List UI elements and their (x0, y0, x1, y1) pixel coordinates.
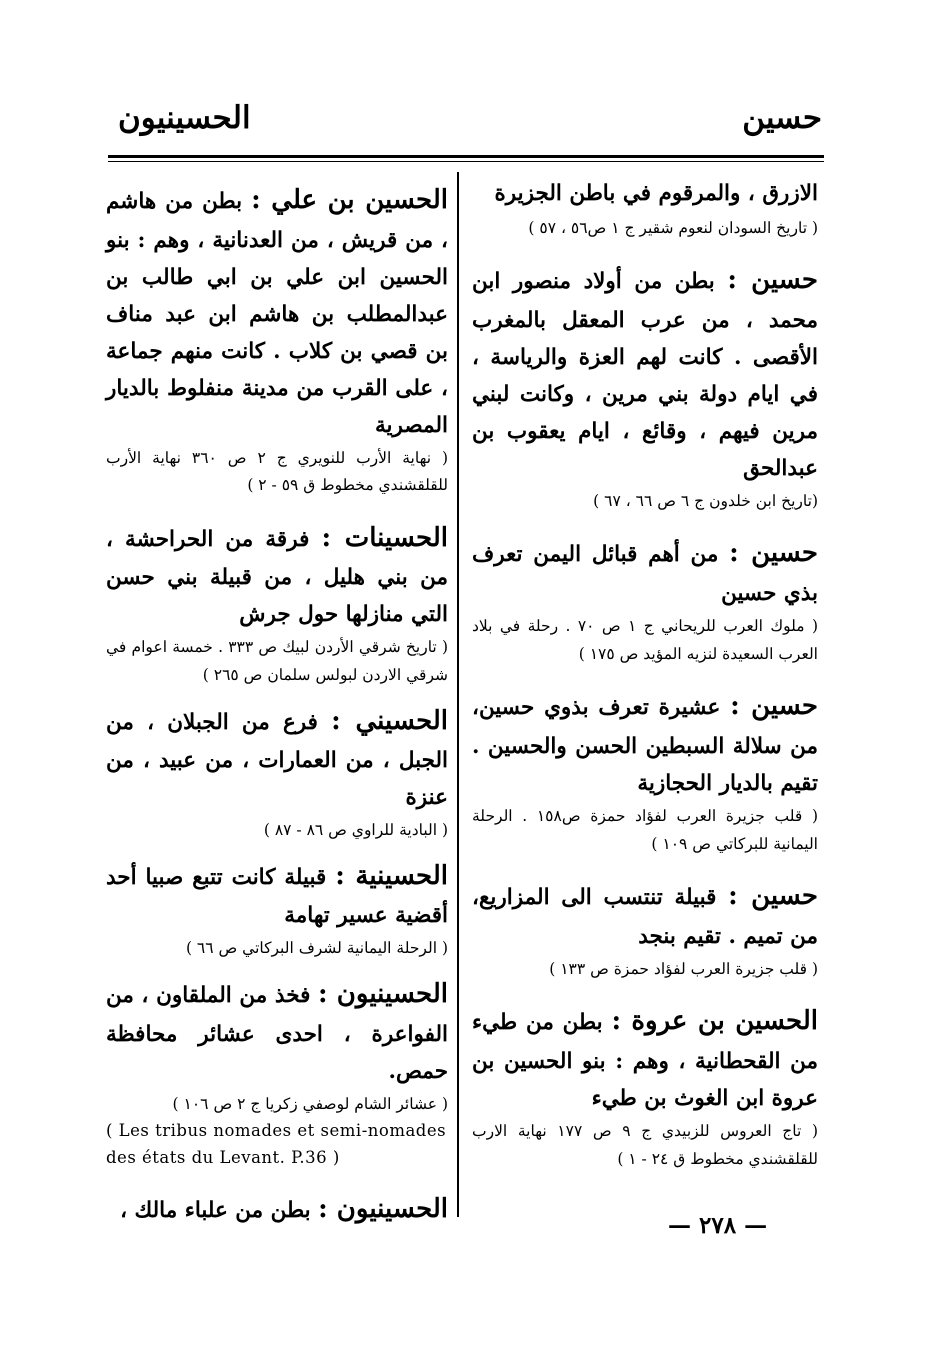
entry-headword: الحسينات : (321, 522, 448, 553)
right-column (472, 170, 818, 1173)
entry-body (472, 170, 818, 215)
entry-body (106, 178, 448, 445)
entry-source: ( عشائر الشام لوصفي زكريا ج ٢ ص ١٠٦ ) (172, 1094, 448, 1113)
running-header-left: الحسينيون (118, 100, 251, 136)
entry-source: ( الرحلة اليمانية لشرف البركاتي ص ٦٦ ) (185, 939, 448, 958)
entry-source: ( تاريخ السودان لنعوم شقير ج ١ ص٥٦ ، ٥٧ ) (528, 218, 818, 237)
entry-source: ( قلب جزيرة العرب لفؤاد حمزة ص ١٣٣ ) (549, 959, 818, 978)
entry-source-latin: ( Les tribus nomades et semi-nomades des états du Levant. P.36 ) (106, 1121, 447, 1167)
entry (106, 1187, 448, 1232)
entry-headword: الحسينية : (335, 860, 448, 891)
entry-headword: حسين : (728, 881, 818, 912)
entry-headword: حسين : (730, 691, 818, 722)
entry-body (106, 699, 448, 818)
entry (472, 258, 818, 515)
entry-source: ( ملوك العرب للريحاني ج ١ ص ٧٠ . رحلة في بلاد العرب السعيدة لنزيه المؤيد ص ١٧٥ ) (472, 617, 818, 663)
entry-text: فرع من الجبلان ، من الجبل ، من العمارات ، من عبيد ، من عنزة (106, 709, 448, 811)
entry-source: ( تاريخ شرقي الأردن لبيك ص ٣٣٣ . خمسة اعوام في شرقي الاردن لبولس سلمان ص ٢٦٥ ) (106, 638, 449, 684)
entry-body (472, 684, 818, 803)
header-rule-thin (108, 161, 824, 162)
entry (472, 874, 818, 983)
entry-body (106, 972, 448, 1091)
entry-headword: حسين : (729, 538, 818, 569)
entry-text: بطن من علباء مالك ، (120, 1198, 311, 1224)
entry (106, 178, 448, 500)
entry-body (472, 531, 818, 613)
entry (106, 854, 448, 963)
entry-body (472, 999, 818, 1118)
entry-body (106, 516, 448, 635)
page-number: — ٢٧٨ — (668, 1212, 768, 1239)
entry (106, 516, 448, 690)
entry-body (106, 854, 448, 936)
entry-text: بطن من طيء من القحطانية ، وهم : بنو الحسين بن عروة ابن الغوث بن طيء (472, 1010, 818, 1112)
entry-source: ( نهاية الأرب للنويري ج ٢ ص ٣٦٠ نهاية الأرب للقلقشندي مخطوط ق ٥٩ - ٢ ) (106, 448, 448, 495)
entry (106, 972, 448, 1171)
column-divider (457, 172, 459, 1217)
entry-text: الازرق ، والمرقوم في باطن الجزيرة (494, 181, 818, 206)
entry-headword: الحسيني : (331, 705, 448, 736)
entry-text: قبيلة كانت تتبع صبيا أحد أقضية عسير تهامة (106, 864, 448, 929)
entry (472, 999, 818, 1173)
entry-text: فرقة من الحراحشة ، من بني هليل ، من قبيلة بني حسن التي منازلها حول جرش (106, 526, 448, 628)
entry-source: ( البادية للراوي ص ٨٦ - ٨٧ ) (263, 821, 448, 840)
entry-body (472, 258, 818, 488)
entry-body (472, 874, 818, 956)
left-column (106, 178, 448, 1232)
entry-headword: الحسين بن علي : (251, 185, 448, 215)
entry (472, 531, 818, 668)
entry-headword: الحسين بن عروة : (611, 1006, 818, 1037)
entry (106, 699, 448, 845)
running-header-right: حسين (742, 100, 822, 136)
entry-text: فخذ من الملقاون ، من الفواعرة ، احدى عشائر محافظة حمص. (106, 983, 448, 1084)
entry-text: بطن من أولاد منصور ابن محمد ، من عرب المعقل بالمغرب الأقصى . كانت لهم العزة والرياسة ، في ايام دولة بني مرين ، وكانت لبني مرين فيهم ، وقائع ، ايام يعقوب بن عبدالحق (472, 269, 818, 481)
entry-text: بطن من هاشم ، من قريش ، من العدنانية ، وهم : بنو الحسين ابن علي بن ابي طالب بن عبدالمطلب بن هاشم ابن عبد مناف بن قصي بن كلاب . كانت منهم جماعة ، على القرب من مدينة منفلوط بالديار المصرية (106, 189, 448, 438)
entry-source: ( تاج العروس للزبيدي ج ٩ ص ١٧٧ نهاية الارب للقلقشندي مخطوط ق ٢٤ - ١ ) (472, 1122, 818, 1168)
entry-headword: الحسينيون : (318, 1194, 448, 1225)
entry (472, 684, 818, 858)
entry-source: (تاريخ ابن خلدون ج ٦ ص ٦٦ ، ٦٧ ) (593, 491, 818, 510)
header-rule-thick (108, 155, 824, 158)
entry-headword: الحسينيون : (318, 979, 448, 1009)
entry-text: قبيلة تنتسب الى المزاريع، من تميم . تقيم بنجد (472, 885, 818, 949)
entry-text: من أهم قبائل اليمن تعرف بذي حسين (472, 542, 818, 607)
entry-text: عشيرة تعرف بذوي حسين، من سلالة السبطين الحسن والحسين . تقيم بالديار الحجازية (472, 695, 818, 796)
entry-body (106, 1187, 448, 1232)
entry-headword: حسين : (727, 265, 818, 296)
entry-source: ( قلب جزيرة العرب لفؤاد حمزة ص١٥٨ . الرحلة اليمانية للبركاتي ص ١٠٩ ) (472, 806, 818, 853)
entry (472, 170, 818, 242)
